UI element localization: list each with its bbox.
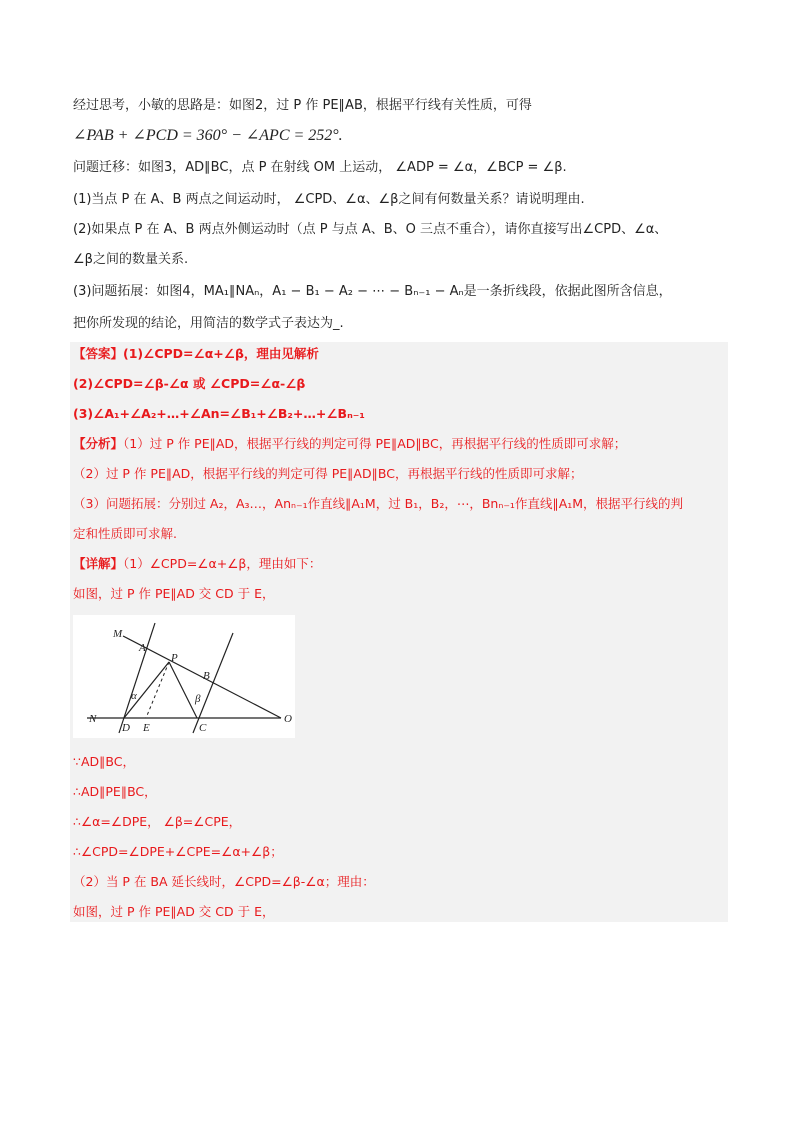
label-M: M [113, 628, 123, 640]
answer-2: (2)∠CPD=∠β-∠α 或 ∠CPD=∠α-∠β [73, 376, 306, 391]
step-4: ∴∠CPD=∠DPE+∠CPE=∠α+∠β； [73, 844, 283, 859]
label-O: O [284, 713, 292, 725]
answer-1: 【答案】(1)∠CPD=∠α+∠β，理由见解析 [73, 346, 319, 361]
label-D: D [122, 722, 130, 734]
detail-line-2: 如图，过 P 作 PE∥AD 交 CD 于 E， [73, 586, 275, 601]
label-C: C [199, 722, 207, 734]
label-alpha: α [131, 690, 137, 702]
segment-PE-dashed [146, 662, 169, 718]
detail-title: 【详解】 [73, 556, 124, 571]
label-E: E [143, 722, 150, 734]
analysis-line-2: （2）过 P 作 PE∥AD，根据平行线的判定可得 PE∥AD∥BC，再根据平行线的性质即可求解； [73, 466, 583, 481]
part-2-construction: 如图，过 P 作 PE∥AD 交 CD 于 E， [73, 904, 275, 919]
label-A: A [139, 642, 146, 654]
question-3-part-b: 把你所发现的结论，用简洁的数学式子表达为_. [73, 316, 344, 331]
segment-PC [169, 662, 197, 718]
analysis-text-1: （1）过 P 作 PE∥AD，根据平行线的判定可得 PE∥AD∥BC，再根据平行线的性质即可求解； [123, 436, 627, 451]
question-2-part-a: (2)如果点 P 在 A、B 两点外侧运动时（点 P 与点 A、B、O 三点不重合），请你直接写出∠CPD、∠α、 [73, 222, 668, 237]
label-N: N [89, 713, 97, 725]
analysis-title: 【分析】 [73, 436, 124, 451]
label-beta: β [195, 693, 201, 705]
intro-line-1: 经过思考，小敏的思路是：如图2，过 P 作 PE∥AB，根据平行线有关性质，可得 [73, 98, 532, 113]
question-2-part-b: ∠β之间的数量关系. [73, 252, 189, 267]
analysis-line-3a: （3）问题拓展：分别过 A₂，A₃…，Anₙ₋₁作直线∥A₁M，过 B₁，B₂，⋯，Bnₙ₋₁作直线∥A₁M，根据平行线的判 [73, 496, 684, 511]
geometry-figure [73, 615, 295, 738]
detail-line-1 [73, 555, 321, 573]
question-3-part-a: (3)问题拓展：如图4，MA₁∥NAₙ，A₁ − B₁ − A₂ − ⋯ − Bₙ₋₁ − Aₙ是一条折线段，依据此图所含信息， [73, 284, 672, 299]
detail-text-1: （1）∠CPD=∠α+∠β，理由如下： [123, 556, 322, 571]
question-1: (1)当点 P 在 A、B 两点之间运动时， ∠CPD、∠α、∠β之间有何数量关系？请说明理由. [73, 192, 585, 207]
part-2-line: （2）当 P 在 BA 延长线时，∠CPD=∠β-∠α；理由： [73, 874, 375, 889]
step-1: ∵AD∥BC， [73, 754, 135, 769]
line-AD [119, 623, 155, 733]
step-2: ∴AD∥PE∥BC， [73, 784, 157, 799]
intro-line-2: ∠PAB + ∠PCD = 360° − ∠APC = 252°. [73, 127, 343, 144]
analysis-line-1 [73, 435, 626, 453]
label-P: P [171, 652, 178, 664]
parallel-lines-diagram [73, 615, 295, 738]
step-3: ∴∠α=∠DPE， ∠β=∠CPE， [73, 814, 242, 829]
answer-3: (3)∠A₁+∠A₂+…+∠An=∠B₁+∠B₂+…+∠Bₙ₋₁ [73, 406, 365, 421]
analysis-line-3b: 定和性质即可求解. [73, 526, 177, 541]
transfer-line: 问题迁移：如图3，AD∥BC，点 P 在射线 OM 上运动， ∠ADP = ∠α，∠BCP = ∠β. [73, 160, 567, 175]
label-B: B [203, 670, 210, 682]
